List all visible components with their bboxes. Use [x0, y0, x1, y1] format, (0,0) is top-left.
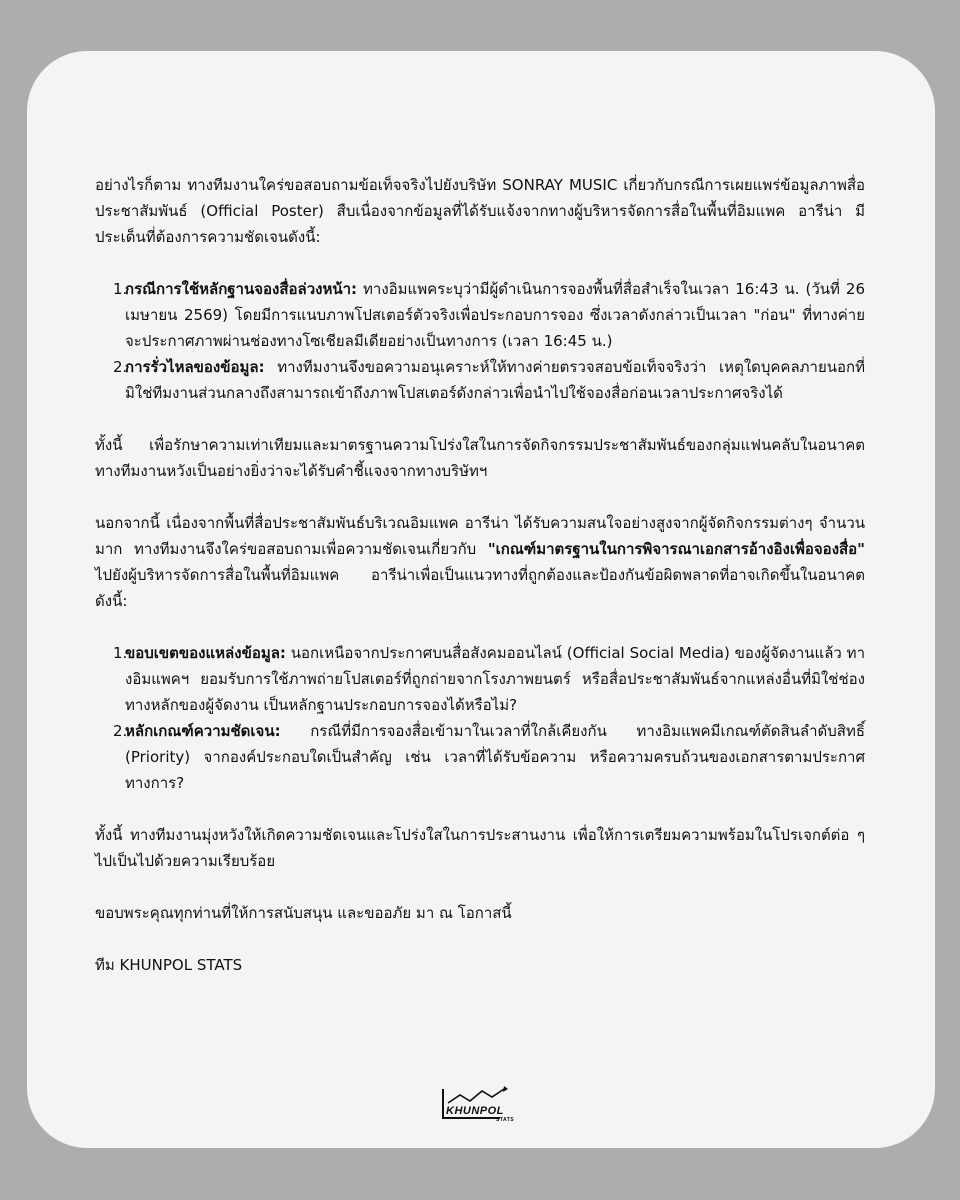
list-item-title: ขอบเขตของแหล่งข้อมูล: [125, 644, 286, 662]
list-item [95, 354, 865, 406]
chart-arrow-icon [440, 1085, 535, 1123]
paragraph-3-before: นอกจากนี้ เนื่องจากพื้นที่สื่อประชาสัมพันธ์บริเวณอิมแพค อารีน่า ได้รับความสนใจอย่างสูงจากผู้จัดกิจกรรมต่างๆ จำนวนมาก ทางทีมงานจึงใคร่ขอสอบถามเพื่อความชัดเจนเกี่ยวกับ [95, 514, 865, 558]
list-item-title: กรณีการใช้หลักฐานจองสื่อล่วงหน้า: [125, 280, 358, 298]
list-item-text: นอกเหนือจากประกาศบนสื่อสังคมออนไลน์ (Official Social Media) ของผู้จัดงานแล้ว ทางอิมแพคฯ ยอมรับการใช้ภาพถ่ายโปสเตอร์ที่ถูกถ่ายจากโรงภาพยนตร์ หรือสื่อประชาสัมพันธ์จากแหล่งอื่นที่มิใช่ช่องทางหลักของผู้จัดงาน เป็นหลักฐานประกอบการจองได้หรือไม่? [125, 644, 865, 714]
inquiry-list-1 [95, 276, 865, 406]
intro-paragraph: อย่างไรก็ตาม ทางทีมงานใคร่ขอสอบถามข้อเท็จจริงไปยังบริษัท SONRAY MUSIC เกี่ยวกับกรณีการเผยแพร่ข้อมูลภาพสื่อประชาสัมพันธ์ (Official Poster) สืบเนื่องจากข้อมูลที่ได้รับแจ้งจากทางผู้บริหารจัดการสื่อในพื้นที่อิมแพค อารีน่า มีประเด็นที่ต้องการความชัดเจนดังนี้: [95, 176, 865, 246]
signature: ทีม KHUNPOL STATS [95, 956, 243, 974]
list-number: 1. [113, 644, 128, 662]
thanks-line: ขอบพระคุณทุกท่านที่ให้การสนับสนุน และขออภัย มา ณ โอกาสนี้ [95, 904, 512, 922]
list-item-text: ทางทีมงานจึงขอความอนุเคราะห์ให้ทางค่ายตรวจสอบข้อเท็จจริงว่า เหตุใดบุคคลภายนอกที่มิใช่ทีมงานส่วนกลางถึงสามารถเข้าถึงภาพโปสเตอร์ดังกล่าวเพื่อนำไปใช้จองสื่อก่อนเวลาประกาศจริงได้ [125, 358, 865, 402]
list-item [95, 718, 865, 796]
list-number: 2. [113, 722, 128, 740]
logo-subtitle: STATS [496, 1117, 515, 1123]
paragraph-4: ทั้งนี้ ทางทีมงานมุ่งหวังให้เกิดความชัดเจนและโปร่งใสในการประสานงาน เพื่อให้การเตรียมความพร้อมในโปรเจกต์ต่อ ๆ ไปเป็นไปด้วยความเรียบร้อย [95, 826, 865, 870]
list-item-title: หลักเกณฑ์ความชัดเจน: [125, 722, 281, 740]
logo-wordmark: KHUNPOL [446, 1105, 504, 1117]
list-item-title: การรั่วไหลของข้อมูล: [125, 358, 265, 376]
khunpol-stats-logo [440, 1085, 535, 1123]
list-item [95, 640, 865, 718]
paragraph-3 [95, 510, 865, 614]
list-number: 1. [113, 280, 128, 298]
paragraph-3-after: ไปยังผู้บริหารจัดการสื่อในพื้นที่อิมแพค อารีน่าเพื่อเป็นแนวทางที่ถูกต้องและป้องกันข้อผิดพลาดที่อาจเกิดขึ้นในอนาคต ดังนี้: [95, 566, 865, 610]
paragraph-3-bold: "เกณฑ์มาตรฐานในการพิจารณาเอกสารอ้างอิงเพื่อจองสื่อ" [487, 540, 865, 558]
paragraph-2: ทั้งนี้ เพื่อรักษาความเท่าเทียมและมาตรฐานความโปร่งใสในการจัดกิจกรรมประชาสัมพันธ์ของกลุ่มแฟนคลับในอนาคต ทางทีมงานหวังเป็นอย่างยิ่งว่าจะได้รับคำชี้แจงจากทางบริษัทฯ [95, 436, 865, 480]
list-number: 2. [113, 358, 128, 376]
inquiry-list-2 [95, 640, 865, 796]
letter-body [95, 172, 865, 1004]
list-item-text: กรณีที่มีการจองสื่อเข้ามาในเวลาที่ใกล้เคียงกัน ทางอิมแพคมีเกณฑ์ตัดสินลำดับสิทธิ์ (Priority) จากองค์ประกอบใดเป็นสำคัญ เช่น เวลาที่ได้รับข้อความ หรือความครบถ้วนของเอกสารตามประกาศทางการ? [125, 722, 865, 792]
list-item [95, 276, 865, 354]
list-item-text: ทางอิมแพคระบุว่ามีผู้ดำเนินการจองพื้นที่สื่อสำเร็จในเวลา 16:43 น. (วันที่ 26 เมษายน 2569) โดยมีการแนบภาพโปสเตอร์ตัวจริงเพื่อประกอบการจอง ซึ่งเวลาดังกล่าวเป็นเวลา "ก่อน" ที่ทางค่ายจะประกาศภาพผ่านช่องทางโซเชียลมีเดียอย่างเป็นทางการ (เวลา 16:45 น.) [125, 280, 865, 350]
